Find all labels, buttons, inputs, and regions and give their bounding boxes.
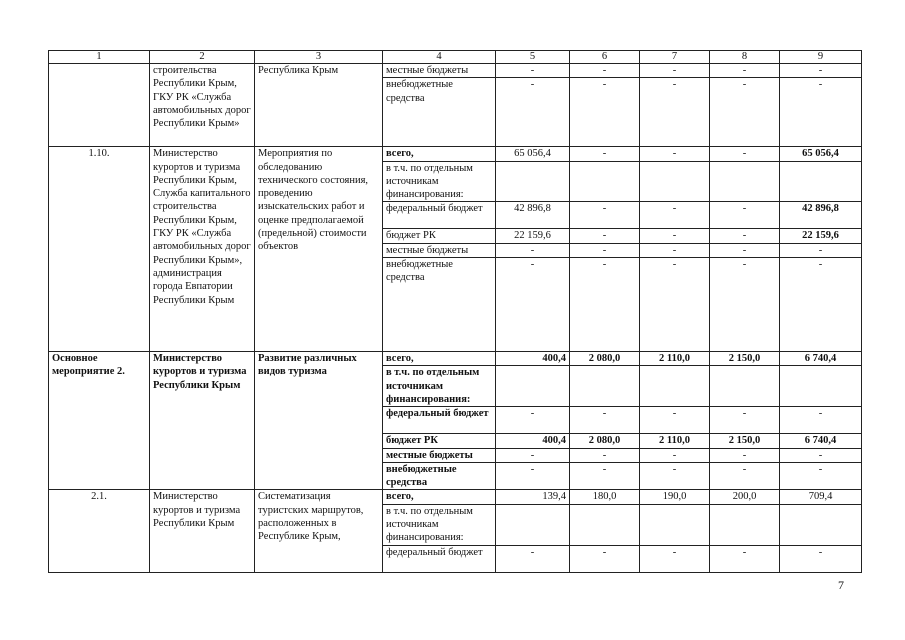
value-cell: 65 056,4: [496, 147, 570, 161]
funding-source: в т.ч. по отдельным источникам финансирования:: [383, 366, 496, 407]
table-row: [49, 147, 862, 161]
value-cell: [780, 161, 862, 202]
funding-source: в т.ч. по отдельным источникам финансирования:: [383, 161, 496, 202]
value-cell: 42 896,8: [780, 202, 862, 229]
value-cell: -: [710, 78, 780, 147]
value-cell: -: [710, 229, 780, 243]
value-cell: [640, 161, 710, 202]
value-cell: -: [780, 448, 862, 462]
page-number: 7: [838, 578, 844, 592]
value-cell: -: [780, 258, 862, 352]
value-cell: 180,0: [570, 490, 640, 504]
value-cell: [710, 161, 780, 202]
value-cell: -: [570, 462, 640, 490]
funding-source: федеральный бюджет: [383, 545, 496, 572]
value-cell: 42 896,8: [496, 202, 570, 229]
value-cell: [496, 161, 570, 202]
value-cell: -: [640, 147, 710, 161]
header-col-9: 9: [780, 51, 862, 64]
value-cell: -: [570, 243, 640, 257]
funding-source: местные бюджеты: [383, 64, 496, 78]
value-cell: -: [496, 64, 570, 78]
value-cell: -: [710, 202, 780, 229]
value-cell: 200,0: [710, 490, 780, 504]
value-cell: -: [640, 78, 710, 147]
value-cell: -: [640, 258, 710, 352]
value-cell: -: [496, 407, 570, 434]
responsible-executor: Министерство курортов и туризма Республики Крым, Служба капитального строительства Республики Крым, ГКУ РК «Служба автомобильных дорог Республики Крым», администрация города Евпатории Республики Крым: [150, 147, 255, 352]
value-cell: 6 740,4: [780, 352, 862, 366]
value-cell: -: [780, 78, 862, 147]
funding-source: внебюджетные средства: [383, 462, 496, 490]
value-cell: 2 150,0: [710, 352, 780, 366]
value-cell: 139,4: [496, 490, 570, 504]
value-cell: -: [496, 243, 570, 257]
value-cell: 400,4: [496, 434, 570, 448]
value-cell: -: [496, 448, 570, 462]
value-cell: [780, 366, 862, 407]
table-row: [49, 490, 862, 504]
value-cell: 2 080,0: [570, 434, 640, 448]
header-col-1: 1: [49, 51, 150, 64]
value-cell: -: [640, 202, 710, 229]
value-cell: 190,0: [640, 490, 710, 504]
value-cell: -: [570, 545, 640, 572]
value-cell: [570, 504, 640, 545]
value-cell: -: [640, 243, 710, 257]
funding-source: федеральный бюджет: [383, 407, 496, 434]
value-cell: -: [570, 258, 640, 352]
row-number: Основное мероприятие 2.: [49, 352, 150, 490]
value-cell: -: [640, 229, 710, 243]
value-cell: [496, 366, 570, 407]
value-cell: -: [640, 448, 710, 462]
value-cell: -: [570, 448, 640, 462]
value-cell: -: [780, 545, 862, 572]
header-col-3: 3: [255, 51, 383, 64]
funding-source: местные бюджеты: [383, 243, 496, 257]
value-cell: 65 056,4: [780, 147, 862, 161]
value-cell: -: [640, 407, 710, 434]
row-number: [49, 64, 150, 147]
measure-name: Республика Крым: [255, 64, 383, 147]
value-cell: -: [780, 243, 862, 257]
value-cell: -: [496, 258, 570, 352]
value-cell: -: [710, 64, 780, 78]
value-cell: [570, 366, 640, 407]
value-cell: -: [710, 407, 780, 434]
value-cell: -: [780, 64, 862, 78]
value-cell: -: [780, 407, 862, 434]
value-cell: 709,4: [780, 490, 862, 504]
value-cell: [710, 504, 780, 545]
value-cell: [780, 504, 862, 545]
row-number: 2.1.: [49, 490, 150, 572]
header-col-4: 4: [383, 51, 496, 64]
value-cell: -: [640, 462, 710, 490]
responsible-executor: Министерство курортов и туризма Республики Крым: [150, 490, 255, 572]
funding-source: бюджет РК: [383, 229, 496, 243]
value-cell: 400,4: [496, 352, 570, 366]
funding-source: местные бюджеты: [383, 448, 496, 462]
header-row: [49, 51, 862, 64]
value-cell: -: [640, 545, 710, 572]
measure-name: Мероприятия по обследованию технического состояния, проведению изыскательских работ и оценке предполагаемой (предельной) стоимости объектов: [255, 147, 383, 352]
value-cell: -: [710, 147, 780, 161]
funding-source: всего,: [383, 352, 496, 366]
value-cell: 2 110,0: [640, 352, 710, 366]
value-cell: [640, 366, 710, 407]
funding-source: федеральный бюджет: [383, 202, 496, 229]
header-col-8: 8: [710, 51, 780, 64]
value-cell: 2 080,0: [570, 352, 640, 366]
measure-name: Развитие различных видов туризма: [255, 352, 383, 490]
funding-source: всего,: [383, 147, 496, 161]
value-cell: 2 150,0: [710, 434, 780, 448]
value-cell: -: [496, 462, 570, 490]
table-row: [49, 352, 862, 366]
value-cell: -: [780, 462, 862, 490]
value-cell: -: [496, 545, 570, 572]
value-cell: -: [570, 78, 640, 147]
value-cell: -: [710, 462, 780, 490]
value-cell: -: [570, 407, 640, 434]
measure-name: Систематизация туристских маршрутов, расположенных в Республике Крым,: [255, 490, 383, 572]
value-cell: [640, 504, 710, 545]
value-cell: -: [710, 258, 780, 352]
value-cell: -: [496, 78, 570, 147]
value-cell: -: [570, 147, 640, 161]
value-cell: -: [570, 229, 640, 243]
funding-source: бюджет РК: [383, 434, 496, 448]
funding-source: внебюджетные средства: [383, 78, 496, 147]
responsible-executor: строительства Республики Крым, ГКУ РК «Служба автомобильных дорог Республики Крым»: [150, 64, 255, 147]
value-cell: 22 159,6: [496, 229, 570, 243]
value-cell: 6 740,4: [780, 434, 862, 448]
header-col-2: 2: [150, 51, 255, 64]
row-number: 1.10.: [49, 147, 150, 352]
header-col-5: 5: [496, 51, 570, 64]
responsible-executor: Министерство курортов и туризма Республики Крым: [150, 352, 255, 490]
funding-source: в т.ч. по отдельным источникам финансирования:: [383, 504, 496, 545]
value-cell: 2 110,0: [640, 434, 710, 448]
funding-source: всего,: [383, 490, 496, 504]
funding-source: внебюджетные средства: [383, 258, 496, 352]
value-cell: -: [570, 64, 640, 78]
header-col-6: 6: [570, 51, 640, 64]
table-row: [49, 64, 862, 78]
value-cell: -: [710, 545, 780, 572]
value-cell: [710, 366, 780, 407]
value-cell: -: [570, 202, 640, 229]
value-cell: -: [640, 64, 710, 78]
value-cell: -: [710, 243, 780, 257]
value-cell: 22 159,6: [780, 229, 862, 243]
value-cell: [570, 161, 640, 202]
value-cell: -: [710, 448, 780, 462]
financing-table: [48, 50, 862, 573]
header-col-7: 7: [640, 51, 710, 64]
value-cell: [496, 504, 570, 545]
